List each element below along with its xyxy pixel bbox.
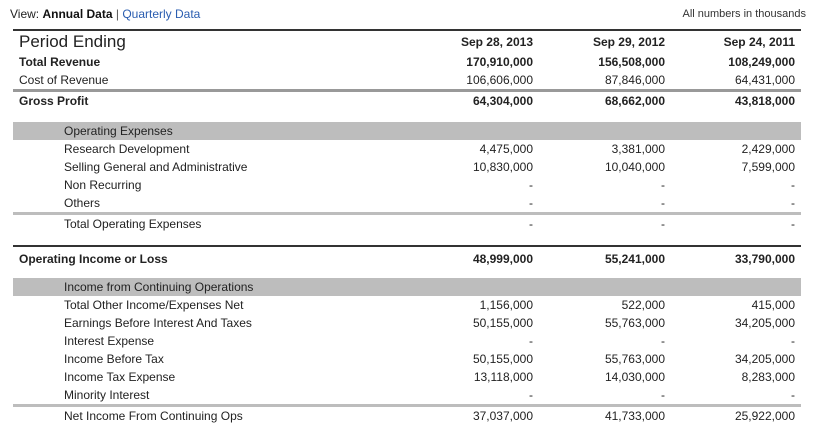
row-value: 10,040,000: [539, 158, 671, 176]
row-value: 2,429,000: [671, 140, 801, 158]
view-separator: |: [116, 7, 119, 21]
operating-income-row: [13, 246, 801, 271]
row-label: Gross Profit: [13, 91, 419, 111]
row-label: Minority Interest: [13, 386, 419, 406]
row-value: 87,846,000: [539, 71, 671, 91]
row-value: 55,763,000: [539, 350, 671, 368]
row-value: 3,381,000: [539, 140, 671, 158]
row-value: -: [539, 386, 671, 406]
row-label: Total Operating Expenses: [13, 214, 419, 234]
row-value: 64,304,000: [419, 91, 539, 111]
row-label: Operating Income or Loss: [13, 246, 419, 271]
period-header: Sep 28, 2013: [419, 30, 539, 53]
spacer: [13, 233, 801, 246]
minority-interest-row: [13, 386, 801, 406]
research-development-row: [13, 140, 801, 158]
row-value: -: [419, 332, 539, 350]
period-header: Sep 24, 2011: [671, 30, 801, 53]
row-value: -: [539, 176, 671, 194]
row-label: Interest Expense: [13, 332, 419, 350]
non-recurring-row: [13, 176, 801, 194]
row-value: -: [671, 214, 801, 234]
row-value: -: [539, 194, 671, 214]
view-selector: [10, 7, 200, 21]
row-value: 55,241,000: [539, 246, 671, 271]
row-value: 55,763,000: [539, 314, 671, 332]
others-row: [13, 194, 801, 214]
row-value: 50,155,000: [419, 314, 539, 332]
row-label: Selling General and Administrative: [13, 158, 419, 176]
income-statement-table: [13, 29, 801, 425]
row-value: 41,733,000: [539, 406, 671, 425]
row-value: -: [671, 332, 801, 350]
row-value: -: [671, 386, 801, 406]
row-value: -: [419, 176, 539, 194]
section-label: Income from Continuing Operations: [13, 278, 419, 296]
section-label: Operating Expenses: [13, 122, 419, 140]
continuing-operations-section: [13, 278, 801, 296]
row-value: 13,118,000: [419, 368, 539, 386]
row-value: 4,475,000: [419, 140, 539, 158]
row-value: 1,156,000: [419, 296, 539, 314]
row-value: 25,922,000: [671, 406, 801, 425]
row-value: 10,830,000: [419, 158, 539, 176]
row-label: Cost of Revenue: [13, 71, 419, 91]
row-label: Income Tax Expense: [13, 368, 419, 386]
row-value: 156,508,000: [539, 53, 671, 71]
interest-expense-row: [13, 332, 801, 350]
total-revenue-row: [13, 53, 801, 71]
row-value: 108,249,000: [671, 53, 801, 71]
row-value: 64,431,000: [671, 71, 801, 91]
period-ending-label: Period Ending: [13, 30, 419, 53]
view-label: View:: [10, 7, 39, 21]
row-value: 14,030,000: [539, 368, 671, 386]
row-value: 68,662,000: [539, 91, 671, 111]
row-value: -: [671, 176, 801, 194]
row-value: -: [539, 332, 671, 350]
gross-profit-row: [13, 91, 801, 111]
row-label: Non Recurring: [13, 176, 419, 194]
total-operating-expenses-row: [13, 214, 801, 234]
row-label: Earnings Before Interest And Taxes: [13, 314, 419, 332]
row-value: -: [671, 194, 801, 214]
row-label: Income Before Tax: [13, 350, 419, 368]
cost-of-revenue-row: [13, 71, 801, 91]
row-value: -: [419, 386, 539, 406]
row-label: Research Development: [13, 140, 419, 158]
row-value: 106,606,000: [419, 71, 539, 91]
annual-data-selected: Annual Data: [42, 7, 112, 21]
ebit-row: [13, 314, 801, 332]
income-tax-expense-row: [13, 368, 801, 386]
row-value: 37,037,000: [419, 406, 539, 425]
sga-row: [13, 158, 801, 176]
net-income-continuing-row: [13, 406, 801, 425]
row-value: 7,599,000: [671, 158, 801, 176]
income-before-tax-row: [13, 350, 801, 368]
row-value: 50,155,000: [419, 350, 539, 368]
units-note: All numbers in thousands: [682, 8, 806, 20]
row-value: 33,790,000: [671, 246, 801, 271]
row-value: 34,205,000: [671, 350, 801, 368]
row-value: 48,999,000: [419, 246, 539, 271]
spacer: [13, 110, 801, 122]
row-value: 8,283,000: [671, 368, 801, 386]
row-value: 43,818,000: [671, 91, 801, 111]
row-label: Total Other Income/Expenses Net: [13, 296, 419, 314]
header-row: [13, 30, 801, 53]
row-value: -: [539, 214, 671, 234]
row-value: 415,000: [671, 296, 801, 314]
operating-expenses-section: [13, 122, 801, 140]
period-header: Sep 29, 2012: [539, 30, 671, 53]
quarterly-data-link[interactable]: Quarterly Data: [122, 7, 200, 21]
row-value: -: [419, 194, 539, 214]
row-label: Total Revenue: [13, 53, 419, 71]
row-value: 34,205,000: [671, 314, 801, 332]
row-value: 522,000: [539, 296, 671, 314]
other-income-row: [13, 296, 801, 314]
row-value: 170,910,000: [419, 53, 539, 71]
row-label: Others: [13, 194, 419, 214]
view-toolbar: [0, 0, 820, 28]
row-label: Net Income From Continuing Ops: [13, 406, 419, 425]
row-value: -: [419, 214, 539, 234]
spacer: [13, 271, 801, 278]
